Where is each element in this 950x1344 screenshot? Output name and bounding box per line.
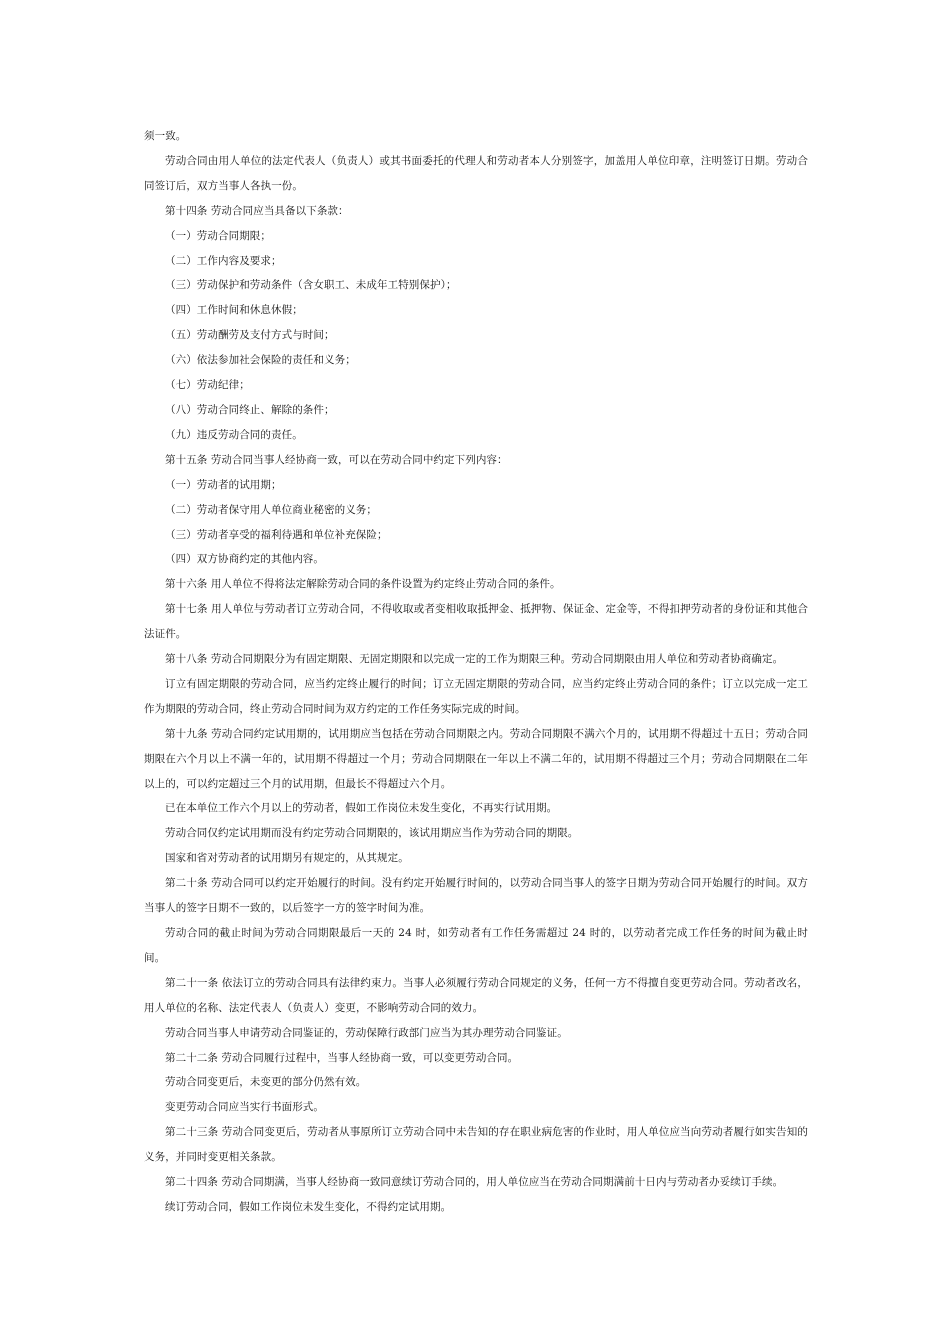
- paragraph: 已在本单位工作六个月以上的劳动者，假如工作岗位未发生变化，不再实行试用期。: [165, 802, 558, 815]
- document-body: [144, 124, 808, 1220]
- article-17: 第十七条 用人单位与劳动者订立劳动合同，不得收取或者变相收取抵押金、抵押物、保证金、定金等，不得扣押劳动者的身份证和其他合法证件。: [144, 603, 808, 641]
- paragraph: 劳动合同仅约定试用期而没有约定劳动合同期限的，该试用期应当作为劳动合同的期限。: [165, 827, 579, 840]
- paragraph: 国家和省对劳动者的试用期另有规定的，从其规定。: [165, 852, 409, 865]
- list-item: （三）劳动保护和劳动条件（含女职工、未成年工特别保护）；: [165, 279, 457, 292]
- list-item: （六）依法参加社会保险的责任和义务；: [165, 354, 356, 367]
- paragraph: 订立有固定期限的劳动合同，应当约定终止履行的时间；订立无固定期限的劳动合同，应当约定终止劳动合同的条件；订立以完成一定工作为期限的劳动合同，终止劳动合同时间为双方约定的工作任务实际完成的时间。: [144, 677, 808, 715]
- article-23: 第二十三条 劳动合同变更后，劳动者从事原所订立劳动合同中未告知的存在职业病危害的作业时，用人单位应当向劳动者履行如实告知的义务，并同时变更相关条款。: [144, 1126, 808, 1164]
- paragraph: 变更劳动合同应当实行书面形式。: [165, 1101, 324, 1114]
- paragraph: 劳动合同当事人申请劳动合同鉴证的，劳动保障行政部门应当为其办理劳动合同鉴证。: [165, 1026, 568, 1039]
- article-14: 第十四条 劳动合同应当具备以下条款：: [165, 204, 349, 217]
- list-item: （八）劳动合同终止、解除的条件；: [165, 403, 335, 416]
- list-item: （二）工作内容及要求；: [165, 254, 282, 267]
- article-19: 第十九条 劳动合同约定试用期的，试用期应当包括在劳动合同期限之内。劳动合同期限不满六个月的，试用期不得超过十五日；劳动合同期限在六个月以上不满一年的，试用期不得超过一个月；劳动合同期限在一年以上不满二年的，试用期不得超过三个月；劳动合同期限在二年以上的，可以约定超过三个月的试用期，但最长不得超过六个月。: [144, 727, 808, 790]
- article-22: 第二十二条 劳动合同履行过程中，当事人经协商一致，可以变更劳动合同。: [165, 1051, 519, 1064]
- article-21: 第二十一条 依法订立的劳动合同具有法律约束力。当事人必须履行劳动合同规定的义务，任何一方不得擅自变更劳动合同。劳动者改名，用人单位的名称、法定代表人（负责人）变更，不影响劳动合同的效力。: [144, 976, 808, 1014]
- article-20: 第二十条 劳动合同可以约定开始履行的时间。没有约定开始履行时间的，以劳动合同当事人的签字日期为劳动合同开始履行的时间。双方当事人的签字日期不一致的，以后签字一方的签字时间为准。: [144, 877, 808, 915]
- list-item: （一）劳动者的试用期；: [165, 478, 282, 491]
- list-item: （二）劳动者保守用人单位商业秘密的义务；: [165, 503, 377, 516]
- paragraph: 劳动合同由用人单位的法定代表人（负责人）或其书面委托的代理人和劳动者本人分别签字，加盖用人单位印章，注明签订日期。劳动合同签订后，双方当事人各执一份。: [144, 154, 808, 192]
- list-item: （五）劳动酬劳及支付方式与时间；: [165, 329, 335, 342]
- list-item: （九）违反劳动合同的责任。: [165, 428, 303, 441]
- list-item: （四）双方协商约定的其他内容。: [165, 553, 324, 566]
- article-24: 第二十四条 劳动合同期满，当事人经协商一致同意续订劳动合同的，用人单位应当在劳动合同期满前十日内与劳动者办妥续订手续。: [165, 1176, 784, 1189]
- paragraph: 须一致。: [144, 130, 187, 142]
- list-item: （七）劳动纪律；: [165, 379, 250, 392]
- article-18: 第十八条 劳动合同期限分为有固定期限、无固定期限和以完成一定的工作为期限三种。劳动合同期限由用人单位和劳动者协商确定。: [165, 653, 784, 666]
- list-item: （四）工作时间和休息休假；: [165, 304, 303, 317]
- article-15: 第十五条 劳动合同当事人经协商一致，可以在劳动合同中约定下列内容：: [165, 453, 508, 466]
- list-item: （一）劳动合同期限；: [165, 229, 271, 242]
- paragraph: 续订劳动合同，假如工作岗位未发生变化，不得约定试用期。: [165, 1200, 452, 1213]
- article-16: 第十六条 用人单位不得将法定解除劳动合同的条件设置为约定终止劳动合同的条件。: [165, 578, 561, 591]
- paragraph: 劳动合同的截止时间为劳动合同期限最后一天的 24 时，如劳动者有工作任务需超过 24 时的，以劳动者完成工作任务的时间为截止时间。: [144, 927, 808, 964]
- list-item: （三）劳动者享受的福利待遇和单位补充保险；: [165, 528, 388, 541]
- paragraph: 劳动合同变更后，未变更的部分仍然有效。: [165, 1076, 367, 1089]
